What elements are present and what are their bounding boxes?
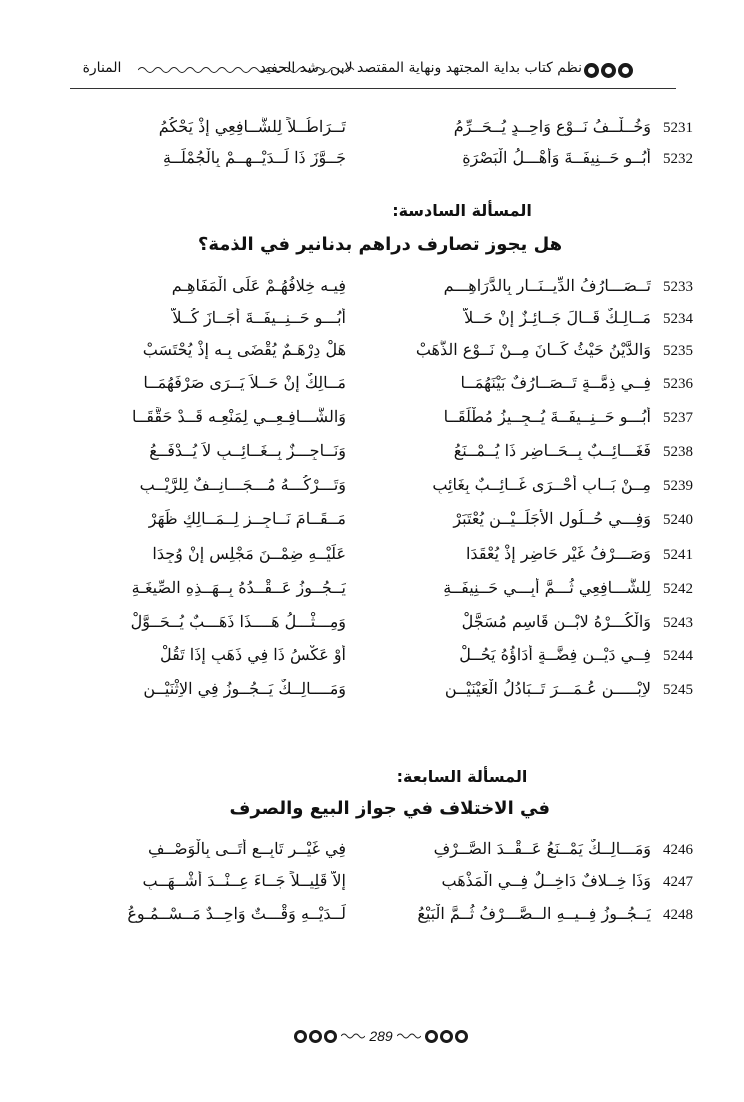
section-6-title: المسألة السادسة: <box>392 201 532 220</box>
verse-second-hemistich: لَــدَيْــهِ وَقْـــتٌ وَاحِــدٌ مَــسْــمُـوعُ <box>127 904 346 923</box>
verse-row <box>0 114 744 144</box>
verse-first-hemistich: وَالدَّيْنُ حَيْثُ كَــانَ مِــنْ نَــوْعِ الذَّهَبْ <box>415 340 651 359</box>
verse-second-hemistich: أَوْ عَكْسُ ذَا فِي ذَهَبٍ إِذَا تَقُلْ <box>160 645 346 664</box>
verse-row <box>0 273 744 303</box>
verse-row <box>0 404 744 434</box>
verse-first-hemistich: لِلشَّـــافِعِي ثُـــمَّ أَبِـــي حَــنِيفَــةِ <box>443 578 651 597</box>
verse-row <box>0 305 744 335</box>
verse-second-hemistich: يَــجُــوزُ عَــقْــدُهُ بِــهَــذِهِ الصِّيغَـةِ <box>131 578 346 597</box>
verse-number: 5243 <box>663 615 693 631</box>
verse-number: 5232 <box>663 151 693 167</box>
verse-number: 5237 <box>663 410 693 426</box>
footer-ornament-right-icon <box>425 1030 468 1043</box>
header-wave-divider <box>138 64 356 76</box>
verse-row <box>0 575 744 605</box>
verse-first-hemistich: أَبُــو حَــنِيفَــةَ وَأَهْـــلُ الْبَصْرَةِ <box>462 148 651 167</box>
verse-number: 5241 <box>663 547 693 563</box>
footer-wave-right <box>397 1031 421 1041</box>
verse-first-hemistich: فِــي ذِمَّــةٍ تَــصَــارُفٌ بَيْنَهُمَــا <box>460 373 651 392</box>
verse-row <box>0 370 744 400</box>
verse-row <box>0 337 744 367</box>
verse-row <box>0 506 744 536</box>
verse-number: 5244 <box>663 648 693 664</box>
section-7-title: المسألة السابعة: <box>396 767 528 786</box>
verse-number: 5234 <box>663 311 693 327</box>
verse-second-hemistich: هَلْ دِرْهَـمٌ يُقْضَى بِـه إِذْ يُحْتَسَبْ <box>142 340 346 359</box>
verse-row <box>0 145 744 175</box>
verse-first-hemistich: وَالْكُـــرْهُ لابْــنِ قَاسِمٍ مُسَجَّلْ <box>461 612 651 631</box>
verse-number: 5235 <box>663 343 693 359</box>
verse-second-hemistich: وَالشَّـــافِـعِــي لِمَنْعِـه قَــدْ حَقَّقَــا <box>132 407 346 426</box>
verse-second-hemistich: فِيـه خِلافُهُـمْ عَلَى الْمَفَاهِـمِ <box>171 276 346 295</box>
page-number: 289 <box>369 1028 393 1044</box>
verse-first-hemistich: تَــصَـــارُفُ الدِّيــنَــارِ بِالدَّرَاهِـــمِ <box>443 276 651 295</box>
verse-first-hemistich: يَــجُــوزُ فِــيــهِ الــصَّـــرْفُ ثُــمَّ الْبَيْعُ <box>417 904 651 923</box>
verse-first-hemistich: فَغَـــائِــبٌ بِــحَــاضِرٍ ذَا يُــمْــنَعُ <box>453 441 651 460</box>
verse-number: 4246 <box>663 842 693 858</box>
verse-row <box>0 676 744 706</box>
verse-number: 5239 <box>663 478 693 494</box>
verse-number: 4248 <box>663 907 693 923</box>
footer-ornament-left-icon <box>294 1030 337 1043</box>
verse-row <box>0 642 744 672</box>
book-title: نظم كتاب بداية المجتهد ونهاية المقتصد لابن رشد الحفيد <box>259 60 582 76</box>
verse-second-hemistich: وَتَـــرْكُـــهُ مُـــجَـــانِــفٌ لِلرَّيْــبِ <box>139 475 346 494</box>
verse-number: 5238 <box>663 444 693 460</box>
verse-row <box>0 609 744 639</box>
verse-second-hemistich: مَــقَــامَ نَــاجِــزٍ لِــمَــالِكٍ ظَهَرْ <box>148 509 346 528</box>
verse-number: 5245 <box>663 682 693 698</box>
verse-first-hemistich: وَخُــلْــفُ نَــوْعٍ وَاحِــدٍ يُــحَــرِّمُ <box>453 117 651 136</box>
verse-second-hemistich: وَنَــاجِـــزٌ بِــغَــائِــبٍ لاَ يُــدْفَــعُ <box>149 441 346 460</box>
verse-row <box>0 438 744 468</box>
verse-first-hemistich: وَمَـــالِــكٌ يَمْــنَعُ عَــقْــدَ الصَّــرْفِ <box>433 839 651 858</box>
verse-number: 5233 <box>663 279 693 295</box>
verse-number: 5242 <box>663 581 693 597</box>
verse-row <box>0 836 744 866</box>
section-7-subtitle: في الاختلاف في جواز البيع والصرف <box>229 798 550 819</box>
verse-second-hemistich: تَــرَاطُــلاً لِلشَّــافِعِي إِذْ يَحْكُمُ <box>158 117 346 136</box>
verse-number: 5231 <box>663 120 693 136</box>
verse-first-hemistich: وَفِـــي حُــلُولِ الأَجَلَــيْــنِ يُعْتَبَرْ <box>453 509 651 528</box>
verse-second-hemistich: وَمَــــالِــكٌ يَــجُــوزُ فِي الاِثْنَيْــنِ <box>143 679 346 698</box>
verse-row <box>0 868 744 898</box>
verse-first-hemistich: لاِبْـــــنِ عُـمَـــرَ تَــبَادُلُ الْعَيْنَيْــنِ <box>444 679 651 698</box>
verse-second-hemistich: مَــالِكٌ إِنْ حَــلاَ يَــرَى صَرْفَهُمَــا <box>143 373 346 392</box>
verse-first-hemistich: وَذَا خِــلافٌ دَاخِــلٌ فِــي الْمَذْهَبِ <box>441 871 651 890</box>
verse-second-hemistich: عَلَيْــهِ ضِمْــنَ مَجْلِسٍ إِنْ وُجِدَا <box>152 544 346 563</box>
verse-first-hemistich: مِــنْ بَــابِ أَحْــرَى غَــائِــبٌ بِغَائِبِ <box>432 475 651 494</box>
verse-second-hemistich: وَمِـــثْـــلُ هَــــذَا ذَهَـــبٌ يُــحَــوَّلْ <box>130 612 346 631</box>
verse-first-hemistich: وَصَـــرْفُ غَيْرِ حَاضِرٍ إِذْ يُعْقَدَا <box>465 544 651 563</box>
verse-number: 5236 <box>663 376 693 392</box>
verse-second-hemistich: فِي غَيْــرِ تَابِــعٍ أَتَــى بِالْوَصْــفِ <box>148 839 346 858</box>
section-6-subtitle: هل يجوز تصارف دراهم بدنانير في الذمة؟ <box>197 234 563 255</box>
verse-first-hemistich: مَــالِـكٌ قَــالَ جَــائِـزٌ إِنْ حَــلاَّ <box>464 308 651 327</box>
verse-first-hemistich: فِــي دَيْــنِ فِضَّــةٍ أَدَاؤُهُ يَحُــلْ <box>459 645 651 664</box>
verse-number: 4247 <box>663 874 693 890</box>
verse-row <box>0 541 744 571</box>
verse-first-hemistich: أَبُـــو حَــنِــيفَــةَ يُــجِــيزُ مُطْلَقَــا <box>443 407 651 426</box>
footer-wave-left <box>341 1031 365 1041</box>
page-footer <box>286 1024 476 1048</box>
verse-second-hemistich: جَــوَّزَ ذَا لَــدَيْــهِــمْ بِالْجُمْلَــةِ <box>163 148 346 167</box>
verse-second-hemistich: إِلاَّ قَلِيــلاً جَــاءَ عِــنْــدَ أَشْــهَــبِ <box>142 871 346 890</box>
header-ornament-icon <box>584 63 642 78</box>
verse-number: 5240 <box>663 512 693 528</box>
header-rule <box>70 88 676 89</box>
series-name: المنارة <box>82 60 122 76</box>
verse-row <box>0 901 744 931</box>
verse-row <box>0 472 744 502</box>
verse-second-hemistich: أَبُـــو حَــنِــيفَــةَ أَجَــازَ كُــلاًّ <box>172 308 346 327</box>
